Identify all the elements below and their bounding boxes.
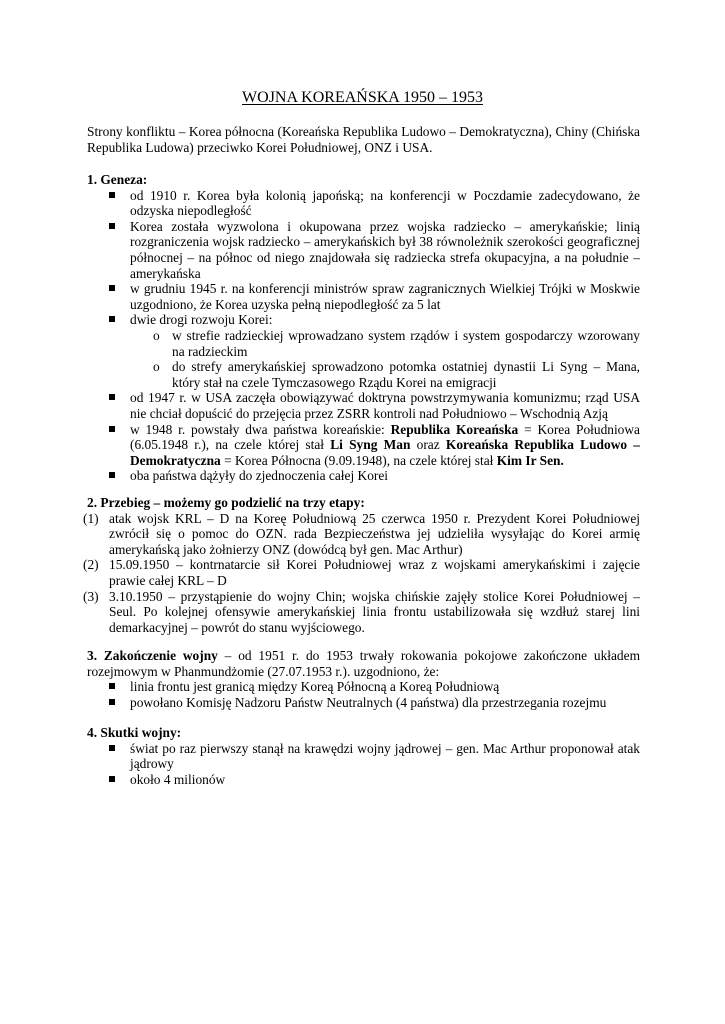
- numbered-list: [83, 510, 640, 636]
- square-bullet-icon: [109, 192, 115, 198]
- section-lead: 3. Zakończenie wojny – od 1951 r. do 1953 trwały rokowania pokojowe zakończone układem rozejmowym w Phanmundżomie (27.07.1953 r.). uzgodniono, że:: [87, 648, 640, 679]
- section-zakonczenie: [87, 648, 640, 710]
- square-bullet-icon: [109, 285, 115, 291]
- list-item: (2) 15.09.1950 – kontrnatarcie sił Korei Południowej wraz z wojskami amerykańskimi i zajęcie prawie całej KRL – D: [83, 557, 640, 588]
- square-bullet-icon: [109, 745, 115, 751]
- bullet-list: [87, 741, 640, 788]
- square-bullet-icon: [109, 776, 115, 782]
- square-bullet-icon: [109, 683, 115, 689]
- list-item: powołano Komisję Nadzoru Państw Neutralnych (4 państwa) dla przestrzegania rozejmu: [87, 695, 640, 711]
- section-title: 4. Skutki wojny:: [87, 725, 182, 740]
- square-bullet-icon: [109, 426, 115, 432]
- list-item: od 1947 r. w USA zaczęła obowiązywać doktryna powstrzymywania komunizmu; rząd USA nie chciał dopuścić do przejęcia przez ZSRR kontroli nad Południowo – Wschodnią Azją: [87, 390, 640, 421]
- square-bullet-icon: [109, 316, 115, 322]
- section-skutki: [87, 725, 640, 787]
- sub-list-item: o do strefy amerykańskiej sprowadzono potomka ostatniej dynastii Li Syng – Mana, który stał na czele Tymczasowego Rządu Korei na emigracji: [153, 359, 640, 390]
- bullet-list: [87, 188, 640, 484]
- list-item: w 1948 r. powstały dwa państwa koreańskie: Republika Koreańska = Korea Południowa (6.05.1948 r.), na czele której stał Li Syng Man oraz Koreańska Republika Ludowo – Demokratyczna = Korea Północna (9.09.1948), na czele której stał Kim Ir Sen.: [87, 422, 640, 469]
- intro-paragraph: Strony konfliktu – Korea północna (Koreańska Republika Ludowo – Demokratyczna), Chiny (Chińska Republika Ludowa) przeciwko Korei Południowej, ONZ i USA.: [87, 124, 640, 155]
- list-item: od 1910 r. Korea była kolonią japońską; na konferencji w Poczdamie zadecydowano, że odzyska niepodległość: [87, 188, 640, 219]
- list-item: (3) 3.10.1950 – przystąpienie do wojny Chin; wojska chińskie zajęły stolice Korei Południowej – Seul. Po kolejnej ofensywie amerykańskiej linia frontu ustabilizowała się wzdłuż starej lini demarkacyjnej – powrót do stanu wyjściowego.: [83, 588, 640, 635]
- section-title: 3. Zakończenie wojny: [87, 648, 218, 663]
- list-item: oba państwa dążyły do zjednoczenia całej Korei: [87, 468, 640, 484]
- list-item: około 4 milionów: [87, 772, 640, 788]
- section-geneza: [87, 172, 640, 484]
- list-item: (1) atak wojsk KRL – D na Koreę Południową 25 czerwca 1950 r. Prezydent Korei Południowej zwrócił się o pomoc do OZN. rada Bezpieczeństwa jej udzieliła wysyłając do Korei armię amerykańską jako żołnierzy ONZ (dowódcą był gen. Mac Arthur): [83, 510, 640, 557]
- circle-bullet-icon: o: [153, 327, 160, 343]
- section-title: 2. Przebieg – możemy go podzielić na trzy etapy:: [87, 495, 365, 510]
- square-bullet-icon: [109, 699, 115, 705]
- list-item: dwie drogi rozwoju Korei: o w strefie radzieckiej wprowadzano system rządów i system gospodarczy wzorowany na radzieckim o do strefy amerykańskiej sprowadzono potomka ostatniej dynastii Li Syng – Mana, który stał na czele Tymczasowego Rządu Korei na emigracji: [87, 312, 640, 390]
- document-title: WOJNA KOREAŃSKA 1950 – 1953: [242, 89, 483, 106]
- bullet-list: [87, 679, 640, 710]
- list-item: w grudniu 1945 r. na konferencji ministrów spraw zagranicznych Wielkiej Trójki w Moskwie uzgodniono, że Korea uzyska pełną niepodległość za 5 lat: [87, 281, 640, 312]
- circle-bullet-icon: o: [153, 359, 160, 375]
- sub-list: [87, 328, 640, 390]
- list-item: świat po raz pierwszy stanął na krawędzi wojny jądrowej – gen. Mac Arthur proponował atak jądrowy: [87, 741, 640, 772]
- section-title: 1. Geneza:: [87, 172, 148, 187]
- section-przebieg: [83, 495, 640, 635]
- sub-list-item: o w strefie radzieckiej wprowadzano system rządów i system gospodarczy wzorowany na radzieckim: [153, 327, 640, 359]
- square-bullet-icon: [109, 472, 115, 478]
- square-bullet-icon: [109, 223, 115, 229]
- list-item: linia frontu jest granicą między Koreą Północną a Koreą Południową: [87, 679, 640, 695]
- list-item: Korea została wyzwolona i okupowana przez wojska radzieckо – amerykańskie; linią rozgraniczenia wojsk radziecko – amerykańskich był 38 równoleżnik szerokości geograficznej północnej – na północ od niego znajdowała się radziecka strefa okupacyjna, a na południe – amerykańska: [87, 219, 640, 281]
- square-bullet-icon: [109, 394, 115, 400]
